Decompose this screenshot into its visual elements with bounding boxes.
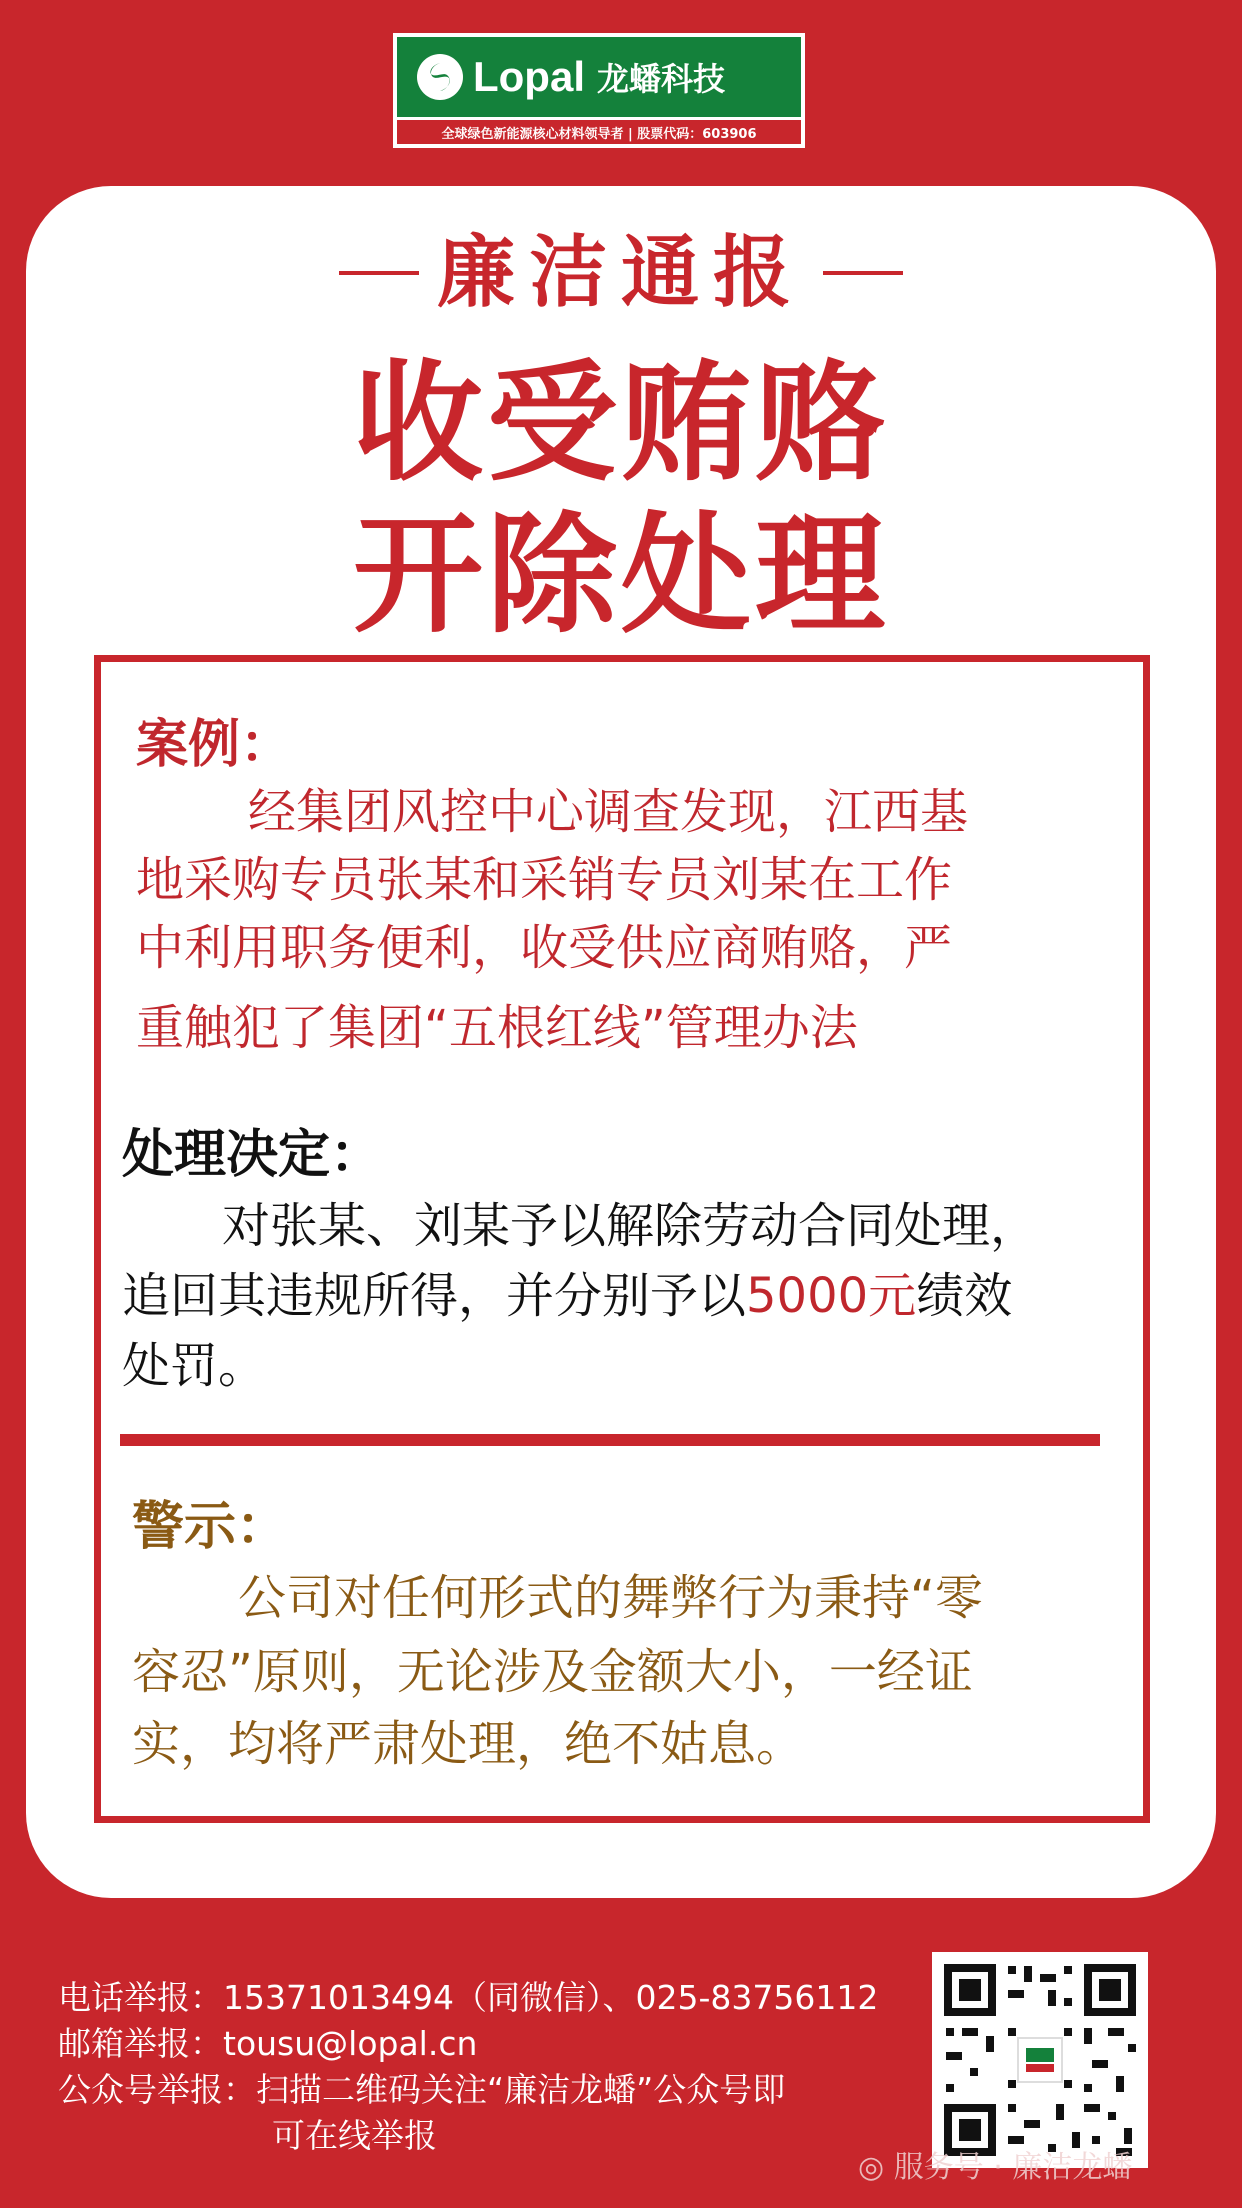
warning-line-2: 容忍”原则，无论涉及金额大小，一经证 [132, 1644, 973, 1700]
warning-line-1: 公司对任何形式的舞弊行为秉持“零 [238, 1570, 983, 1626]
case-line-2: 地采购专员张某和采销专员刘某在工作 [136, 852, 953, 908]
wechat-icon: ◎ [858, 2150, 885, 2185]
warning-line-3: 实，均将严肃处理，绝不姑息。 [132, 1716, 805, 1772]
main-title-line1: 收受贿赂 [352, 346, 889, 499]
decision-line-3: 处罚。 [122, 1338, 267, 1394]
case-line-1: 经集团风控中心调查发现，江西基 [248, 784, 969, 840]
decision-line-2-end: 绩效 [916, 1268, 1013, 1324]
main-title-line2: 开除处理 [352, 498, 889, 651]
decision-label: 处理决定： [122, 1125, 383, 1185]
penalty-amount: 5000元 [746, 1268, 917, 1324]
footer-wechat-line1: 公众号举报：扫描二维码关注“廉洁龙蟠”公众号即 [58, 2070, 786, 2109]
footer-wechat-line2: 可在线举报 [272, 2116, 437, 2155]
decision-line-2 [122, 1264, 1012, 1328]
case-line-4: 重触犯了集团“五根红线”管理办法 [136, 1000, 858, 1056]
qr-code-icon[interactable] [932, 1952, 1148, 2168]
header-dash-left [339, 271, 419, 275]
decision-line-1: 对张某、刘某予以解除劳动合同处理， [222, 1198, 1039, 1254]
company-logo [393, 33, 805, 148]
section-divider [120, 1434, 1100, 1446]
decision-line-2-text: 追回其违规所得，并分别予以 [122, 1268, 747, 1324]
watermark-text: 服务号 · 廉洁龙蟠 [893, 2150, 1133, 2185]
warning-label: 警示： [132, 1497, 289, 1557]
notice-header [0, 210, 1242, 322]
logo-tagline: 全球绿色新能源核心材料领导者 | 股票代码：603906 [397, 120, 801, 144]
footer-phone: 电话举报：15371013494（同微信）、025-83756112 [58, 1978, 879, 2017]
notice-header-text: 廉洁通报 [436, 227, 805, 318]
logo-company-name: 龙蟠科技 [597, 60, 726, 98]
logo-brand-text: Lopal [473, 53, 585, 100]
header-dash-right [823, 271, 903, 275]
case-label: 案例： [136, 715, 293, 775]
lopal-emblem-icon [417, 54, 463, 100]
footer-email: 邮箱举报：tousu@lopal.cn [58, 2024, 478, 2063]
wechat-watermark [858, 2142, 1132, 2186]
logo-banner [397, 37, 801, 117]
case-line-3: 中利用职务便利，收受供应商贿赂，严 [136, 920, 953, 976]
